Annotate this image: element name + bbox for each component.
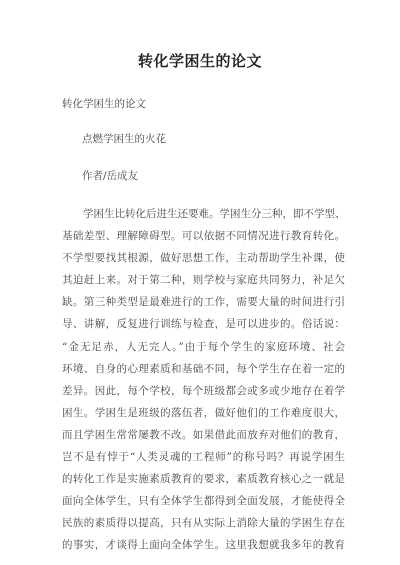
body-line: 学困生比转化后进生还要难。学困生分三种，即不学型、 (62, 208, 346, 220)
body-line: 面向全体学生，只有全体学生都得到全面发展，才能使得全 (62, 495, 345, 508)
body-line: 岂不是有悖于“人类灵魂的工程师”的称号吗？再说学困生 (62, 451, 345, 464)
body-line: 民族的素质得以提高，只有从实际上消除大量的学困生存在 (62, 517, 345, 530)
body-line: 不学型要找其根源，做好思想工作，主动帮助学生补课，使 (62, 252, 345, 265)
body-line: 差异。因此，每个学校，每个班级都会或多或少地存在着学 (62, 384, 345, 397)
body-line: 基础差型、理解障碍型。可以依据不同情况进行教育转化。 (62, 230, 345, 243)
body-line: 其迫赶上来。对于第二种，则学校与家庭共同努力，补足欠 (62, 274, 345, 287)
section-heading: 点燃学困生的火花 (82, 133, 166, 145)
body-line: 环境、自身的心理素质和基础不同，每个学生存在着一定的 (62, 362, 345, 375)
body-line: 缺。第三种类型是最难进行的工作，需要大量的时间进行引 (62, 296, 345, 309)
body-paragraph (62, 203, 345, 557)
body-line: “金无足赤，人无完人。”由于每个学生的家庭环境、社会 (62, 340, 345, 353)
body-line: 导、讲解，反复进行训练与检查，是可以进步的。俗话说： (62, 318, 345, 331)
body-line: 的事实，才谈得上面向全体学生。这里我想就我多年的教育 (62, 539, 345, 552)
body-line: 而且学困生常常屡教不改。如果借此而放弃对他们的教育， (62, 428, 345, 441)
document-title: 转化学困生的论文 (137, 52, 262, 70)
document-subtitle: 转化学困生的论文 (62, 98, 146, 110)
author-line: 作者/岳成友 (82, 170, 139, 182)
body-line: 的转化工作是实施素质教育的要求，素质教育核心之一就是 (62, 473, 345, 486)
body-line: 困生。学困生是班级的落伍者，做好他们的工作难度很大， (62, 406, 345, 419)
